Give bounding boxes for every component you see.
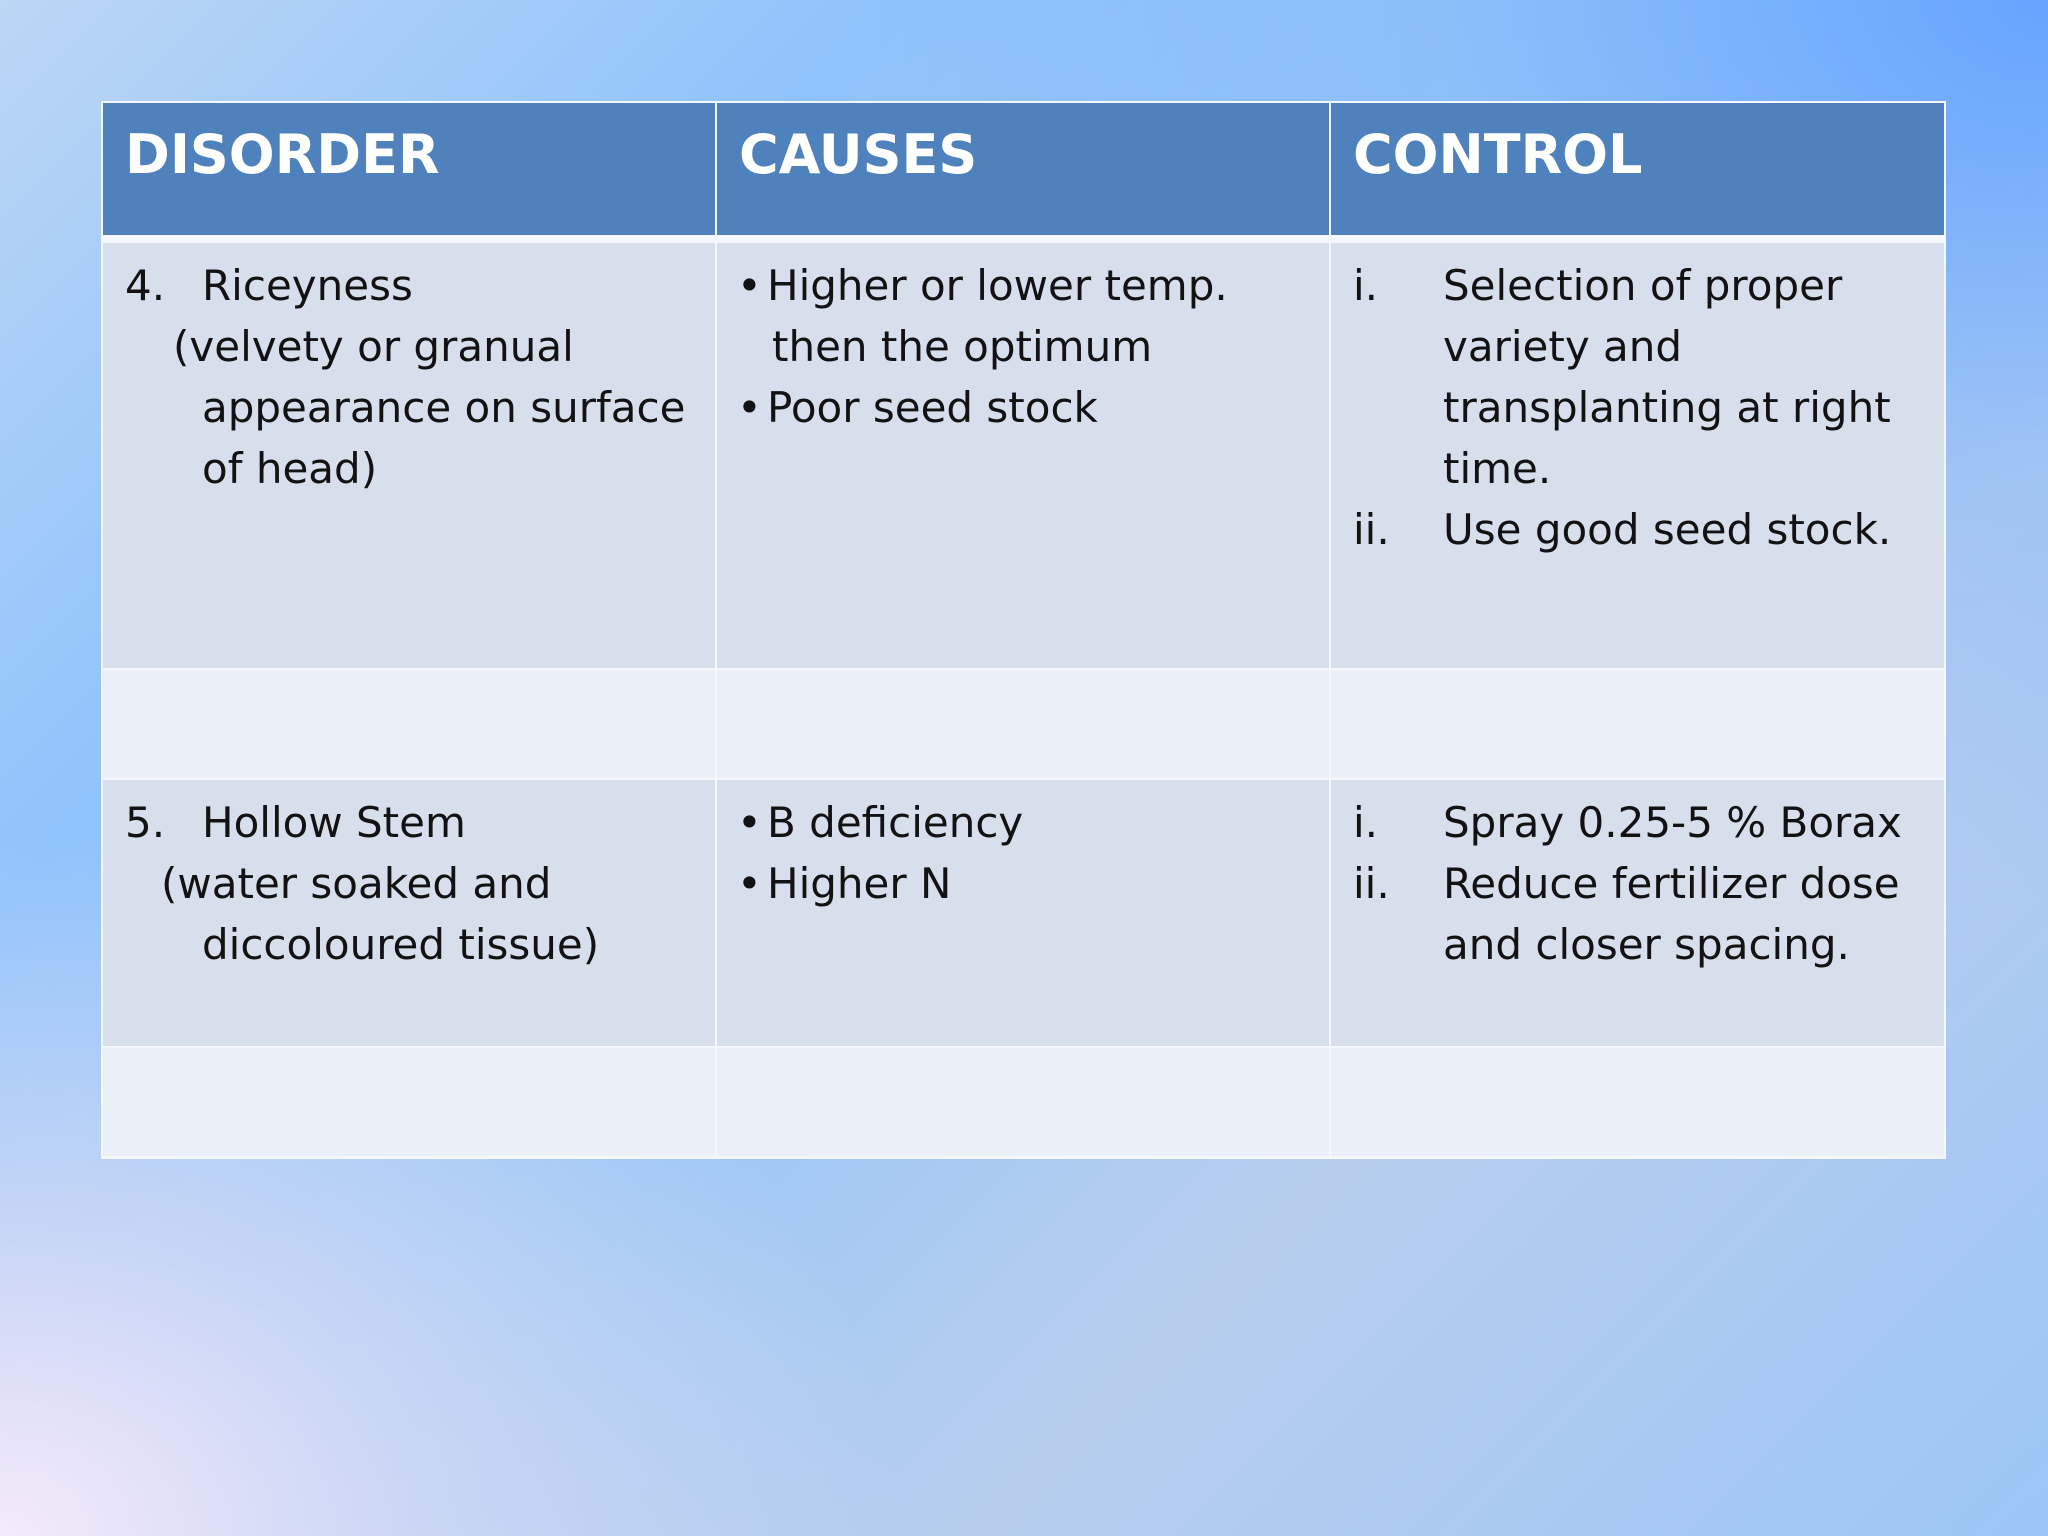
table-row-hollow-stem-disorder <box>103 778 717 1046</box>
bullet-icon: • <box>737 261 762 310</box>
header-disorder: DISORDER <box>103 103 717 235</box>
causes-list <box>737 255 1228 438</box>
list-item <box>1353 255 1943 499</box>
cause-text: Higher N <box>767 859 952 908</box>
control-text: transplanting at right <box>1443 383 1891 432</box>
bullet-icon: • <box>737 859 762 908</box>
disorder-number: 4. <box>125 261 166 310</box>
header-causes: CAUSES <box>717 103 1331 235</box>
list-item <box>1353 499 1943 560</box>
control-text: Use good seed stock. <box>1443 505 1892 554</box>
table-row-hollow-stem-causes <box>717 778 1331 1046</box>
table-row-hollow-stem-control <box>1331 778 1944 1046</box>
list-item <box>737 255 1228 377</box>
disorder-description: (water soaked and <box>161 859 552 908</box>
control-text: Reduce fertilizer dose <box>1443 859 1900 908</box>
table-row-riceyness-causes <box>717 243 1331 668</box>
disorder-number: 5. <box>125 798 166 847</box>
cause-text: Higher or lower temp. <box>767 261 1228 310</box>
cause-text: Poor seed stock <box>767 383 1098 432</box>
control-text: Spray 0.25-5 % Borax <box>1443 798 1902 847</box>
control-list <box>1353 255 1943 560</box>
table-row-empty <box>1331 668 1944 778</box>
table-row-empty <box>103 668 717 778</box>
list-item <box>737 792 1023 853</box>
header-separator <box>717 235 1331 243</box>
cause-text: B deficiency <box>767 798 1024 847</box>
control-text: time. <box>1443 444 1552 493</box>
disorder-description: (velvety or granual <box>173 322 574 371</box>
control-text: and closer spacing. <box>1443 920 1850 969</box>
table-row-empty <box>717 1046 1331 1156</box>
disorder-description: appearance on surface <box>202 383 686 432</box>
causes-list <box>737 792 1023 914</box>
list-item <box>737 853 1023 914</box>
list-item <box>1353 853 1943 975</box>
disorder-text <box>125 792 599 975</box>
disorder-name: Riceyness <box>202 261 413 310</box>
disorder-description: of head) <box>202 444 378 493</box>
list-marker: ii. <box>1353 505 1390 554</box>
bullet-icon: • <box>737 798 762 847</box>
header-control: CONTROL <box>1331 103 1944 235</box>
disorder-text <box>125 255 685 499</box>
list-marker: i. <box>1353 798 1379 847</box>
control-text: Selection of proper <box>1443 261 1843 310</box>
disorder-description: diccoloured tissue) <box>202 920 600 969</box>
disorder-name: Hollow Stem <box>202 798 466 847</box>
table-row-riceyness-disorder <box>103 243 717 668</box>
table-row-empty <box>1331 1046 1944 1156</box>
cause-text: then the optimum <box>772 322 1153 371</box>
bullet-icon: • <box>737 383 762 432</box>
table-row-empty <box>103 1046 717 1156</box>
list-marker: i. <box>1353 261 1379 310</box>
list-item <box>737 377 1228 438</box>
table-row-empty <box>717 668 1331 778</box>
header-separator <box>1331 235 1944 243</box>
list-marker: ii. <box>1353 859 1390 908</box>
list-item <box>1353 792 1943 853</box>
control-text: variety and <box>1443 322 1683 371</box>
disorder-table <box>101 101 1946 1159</box>
control-list <box>1353 792 1943 975</box>
header-separator <box>103 235 717 243</box>
table-row-riceyness-control <box>1331 243 1944 668</box>
